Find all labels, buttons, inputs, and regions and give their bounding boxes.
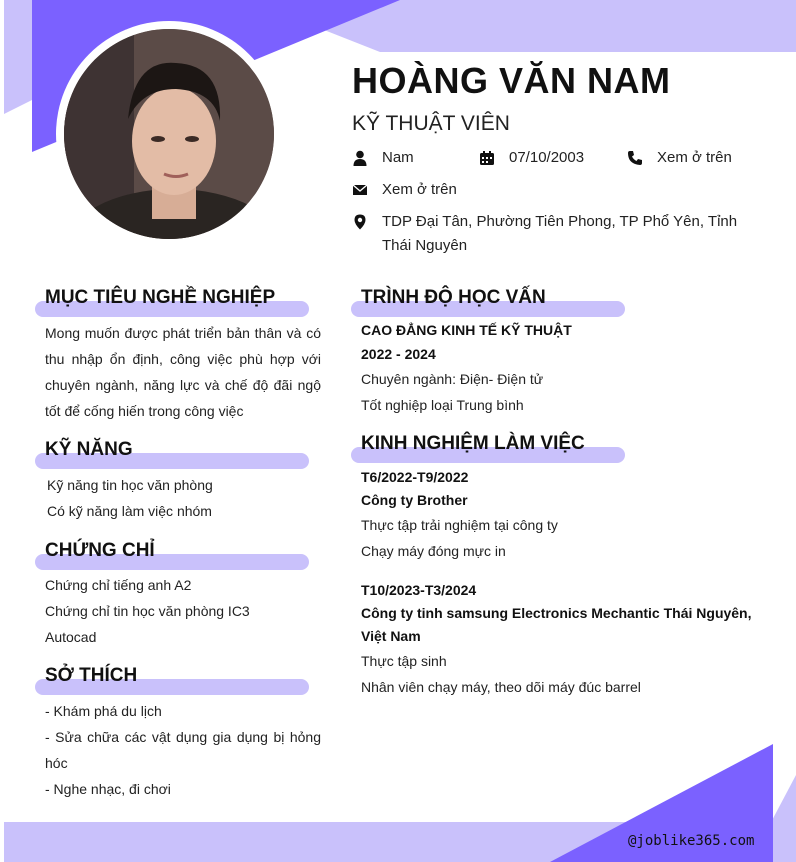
experience-title: KINH NGHIỆM LÀM VIỆC <box>361 433 585 454</box>
objective-line: Mong muốn được phát triển bản thân và có <box>45 325 321 341</box>
top-left-light-corner <box>4 0 32 114</box>
job-company: Công ty tinh samsung Electronics Mechantic Thái Nguyên, <box>361 605 752 621</box>
watermark-text: @joblike365.com <box>628 833 755 849</box>
user-icon <box>352 150 368 166</box>
job-title: KỸ THUẬT VIÊN <box>352 112 510 135</box>
certificate-item: Chứng chỉ tiếng anh A2 <box>45 577 192 593</box>
certificate-item: Autocad <box>45 629 97 645</box>
gender-value: Nam <box>382 149 414 166</box>
education-period: 2022 - 2024 <box>361 346 436 362</box>
envelope-icon <box>352 182 368 198</box>
objective-line: tốt để cống hiến trong công việc <box>45 403 244 419</box>
profile-photo <box>64 29 274 239</box>
skills-title: KỸ NĂNG <box>45 439 133 460</box>
skill-item: Kỹ năng tin học văn phòng <box>47 477 213 493</box>
hobby-item: - Sửa chữa các vật dụng gia dụng bị hỏng <box>45 729 321 745</box>
address-line-1: TDP Đại Tân, Phường Tiên Phong, TP Phổ Yên, Tỉnh <box>382 213 738 230</box>
birthdate-value: 07/10/2003 <box>509 149 585 166</box>
job-description: Thực tập sinh <box>361 653 447 669</box>
skill-item: Có kỹ năng làm việc nhóm <box>47 503 212 519</box>
certificates-title: CHỨNG CHỈ <box>45 540 155 561</box>
objective-line: chuyên ngành, năng lực và chế độ đãi ngộ <box>45 377 321 393</box>
education-title: TRÌNH ĐỘ HỌC VẤN <box>361 287 546 308</box>
email-value: Xem ở trên <box>382 181 457 198</box>
job-description: Nhân viên chạy máy, theo dõi máy đúc barrel <box>361 679 641 695</box>
full-name: HOÀNG VĂN NAM <box>352 60 671 101</box>
hobby-item: hóc <box>45 755 68 771</box>
calendar-icon <box>479 150 495 166</box>
hobby-item: - Nghe nhạc, đi chơi <box>45 781 171 797</box>
education-grade: Tốt nghiệp loại Trung bình <box>361 397 524 413</box>
job-description: Thực tập trải nghiệm tại công ty <box>361 517 558 533</box>
job-company: Công ty Brother <box>361 492 468 508</box>
job-company-continued: Việt Nam <box>361 628 421 644</box>
job-period: T10/2023-T3/2024 <box>361 582 477 598</box>
address-line-2: Thái Nguyên <box>382 237 468 254</box>
job-description: Chạy máy đóng mực in <box>361 543 506 559</box>
objective-title: MỤC TIÊU NGHỀ NGHIỆP <box>45 287 276 308</box>
map-pin-icon <box>352 214 368 230</box>
job-period: T6/2022-T9/2022 <box>361 469 469 485</box>
hobbies-list <box>45 698 321 802</box>
phone-value: Xem ở trên <box>657 149 732 166</box>
education-major: Chuyên ngành: Điện- Điện tử <box>361 371 544 387</box>
phone-icon <box>627 150 643 166</box>
certificate-item: Chứng chỉ tin học văn phòng IC3 <box>45 603 250 619</box>
hobby-item: - Khám phá du lịch <box>45 703 162 719</box>
objective-line: thu nhập ổn định, công việc phù hợp với <box>45 351 321 367</box>
school-name: CAO ĐẲNG KINH TẾ KỸ THUẬT <box>361 322 572 338</box>
hobbies-title: SỞ THÍCH <box>45 665 138 686</box>
avatar <box>56 21 282 247</box>
objective-text <box>45 320 321 424</box>
